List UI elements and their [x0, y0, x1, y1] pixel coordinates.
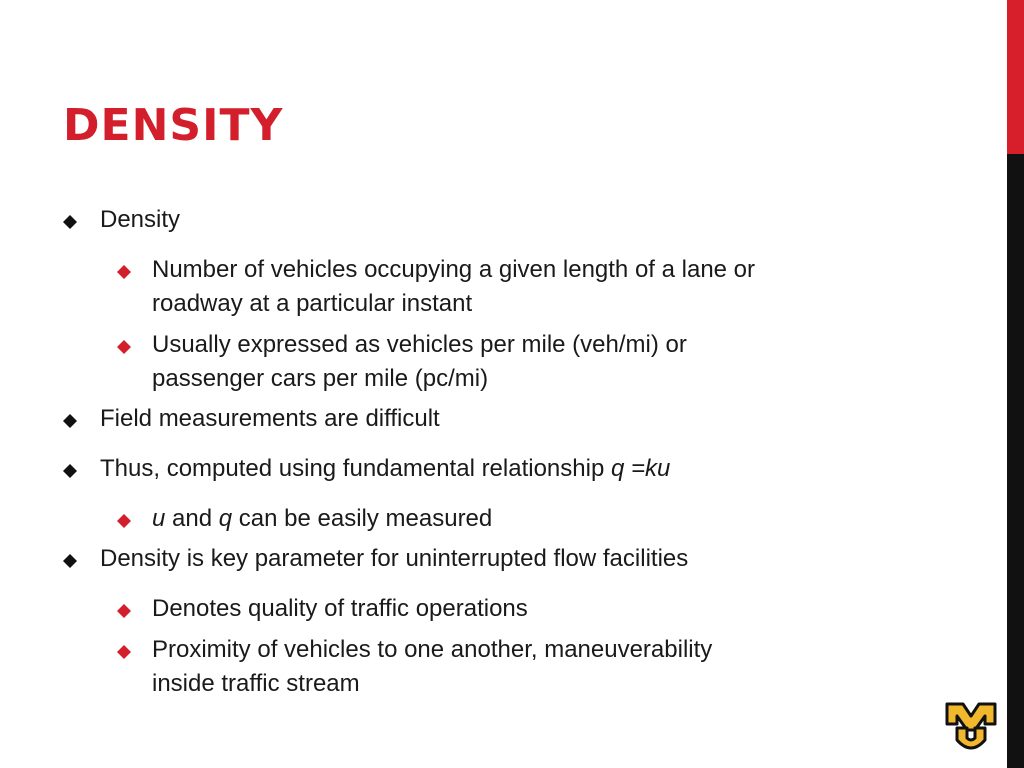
- bullet-text: can be easily measured: [232, 505, 493, 532]
- red-diamond-icon: [117, 514, 131, 528]
- variable-u: u: [152, 505, 166, 532]
- black-diamond-icon: [63, 554, 77, 568]
- bullet-text: Field measurements are difficult: [100, 405, 440, 432]
- red-diamond-icon: [117, 265, 131, 279]
- mizzou-mu-logo: [945, 700, 997, 752]
- bullet-text-line: Number of vehicles occupying a given length of a lane or: [152, 256, 756, 283]
- bullet-text-line: Usually expressed as vehicles per mile (veh/mi) or: [152, 331, 687, 358]
- bullet-text: Density is key parameter for uninterrupted flow facilities: [100, 545, 689, 572]
- bullet-text: Thus, computed using fundamental relationship: [100, 455, 611, 482]
- accent-bar-red: [1007, 0, 1024, 154]
- slide-title: DENSITY: [63, 100, 284, 151]
- red-diamond-icon: [117, 340, 131, 354]
- variable-q: q: [218, 505, 233, 532]
- accent-bar-black: [1007, 154, 1024, 768]
- black-diamond-icon: [63, 215, 77, 229]
- bullet-text-line: roadway at a particular instant: [152, 290, 473, 317]
- bullet-text-line: Proximity of vehicles to one another, maneuverability: [152, 636, 713, 663]
- bullet-text: Density: [100, 206, 181, 233]
- black-diamond-icon: [63, 464, 77, 478]
- red-diamond-icon: [117, 645, 131, 659]
- black-diamond-icon: [63, 414, 77, 428]
- bullet-text: Denotes quality of traffic operations: [152, 595, 528, 622]
- red-diamond-icon: [117, 604, 131, 618]
- formula: q =ku: [610, 455, 671, 482]
- bullet-text-line: passenger cars per mile (pc/mi): [152, 365, 489, 392]
- bullet-text-line: inside traffic stream: [152, 670, 360, 697]
- bullet-text: and: [165, 505, 219, 532]
